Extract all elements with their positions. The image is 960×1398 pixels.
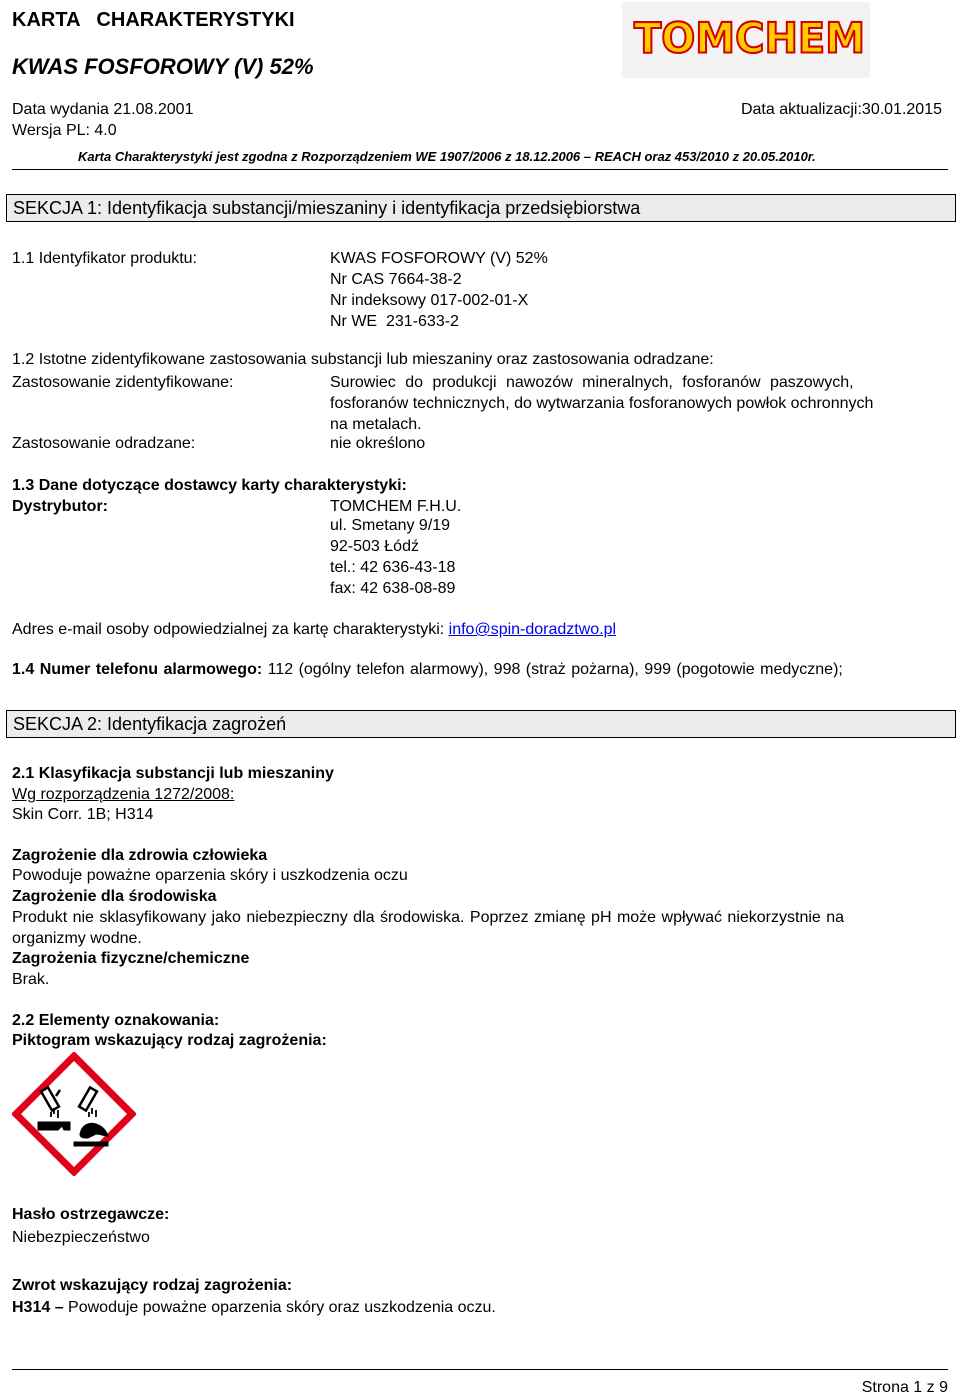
classification-value: Skin Corr. 1B; H314 [12,806,154,823]
regulation-label: Wg rozporządzenia 1272/2008: [12,786,235,803]
pictogram-heading: Piktogram wskazujący rodzaj zagrożenia: [12,1032,327,1049]
section-2-header [6,710,956,738]
health-hazard-heading: Zagrożenie dla zdrowia człowieka [12,847,268,864]
index-number: Nr indeksowy 017-002-01-X [330,292,529,309]
footer-divider [12,1369,948,1370]
advised-against-label: Zastosowanie odradzane: [12,435,196,452]
corrosion-pictogram-icon [12,1052,136,1176]
product-identifier-label: 1.1 Identyfikator produktu: [12,250,197,267]
distributor-fax: fax: 42 638-08-89 [330,580,456,597]
health-hazard-text: Powoduje poważne oparzenia skóry i uszkodzenia oczu [12,867,408,884]
hazard-code: H314 [12,1299,51,1316]
identified-use-line: na metalach. [330,416,422,433]
distributor-street: ul. Smetany 9/19 [330,517,451,534]
hazard-text: Powoduje poważne oparzenia skóry oraz uszkodzenia oczu. [68,1299,496,1316]
section-2-title: SEKCJA 2: Identyfikacja zagrożeń [13,714,287,734]
phys-hazard-text: Brak. [12,971,50,988]
hazard-statement-heading: Zwrot wskazujący rodzaj zagrożenia: [12,1277,293,1294]
page-number: Strona 1 z 9 [861,1379,948,1396]
distributor-label: Dystrybutor: [12,498,109,515]
document-type: KARTA CHARAKTERYSTYKI [12,9,295,31]
emergency-row [12,660,843,680]
classification-heading: 2.1 Klasyfikacja substancji lub mieszaniny [12,765,334,782]
distributor-phone: tel.: 42 636-43-18 [330,559,456,576]
update-date: Data aktualizacji:30.01.2015 [740,101,942,118]
env-hazard-line: organizmy wodne. [12,930,142,947]
cas-number: Nr CAS 7664-38-2 [330,271,462,288]
label-elements-heading: 2.2 Elementy oznakowania: [12,1012,220,1029]
env-hazard-line: Produkt nie sklasyfikowany jako niebezpieczny dla środowiska. Poprzez zmianę pH może wpływać niekorzystnie na [12,909,845,926]
emergency-label: 1.4 Numer telefonu alarmowego: [12,661,263,678]
distributor-name: TOMCHEM F.H.U. [330,498,462,515]
signal-word-heading: Hasło ostrzegawcze: [12,1206,170,1223]
identified-use-label: Zastosowanie zidentyfikowane: [12,374,234,391]
section-1-header [6,194,956,222]
compliance-note: Karta Charakterystyki jest zgodna z Rozporządzeniem WE 1907/2006 z 18.12.2006 – REACH oraz 453/2010 z 20.05.2010r. [78,149,816,164]
advised-against-value: nie określono [330,435,426,452]
header-divider [12,169,948,170]
env-hazard-heading: Zagrożenie dla środowiska [12,888,217,905]
logo-text: TOMCHEM [634,14,866,64]
issue-date: Data wydania 21.08.2001 [12,101,194,118]
identified-use-line: Surowiec do produkcji nawozów mineralnych, fosforanów paszowych, [330,374,854,391]
version: Wersja PL: 4.0 [12,122,117,139]
email-link[interactable]: info@spin-doradztwo.pl [448,621,617,638]
hazard-dash: – [50,1299,69,1316]
phys-hazard-heading: Zagrożenia fizyczne/chemiczne [12,950,250,967]
emergency-value: 112 (ogólny telefon alarmowy), 998 (straż pożarna), 999 (pogotowie medyczne); [267,661,843,678]
uses-heading: 1.2 Istotne zidentyfikowane zastosowania substancji lub mieszaniny oraz zastosowania odradzane: [12,351,714,368]
hazard-statement-row [12,1298,496,1318]
company-logo [622,2,870,78]
supplier-heading: 1.3 Dane dotyczące dostawcy karty charakterystyki: [12,477,407,494]
signal-word: Niebezpieczeństwo [12,1229,150,1246]
distributor-city: 92-503 Łódź [330,538,419,555]
email-row [12,620,616,640]
ec-number: Nr WE 231-633-2 [330,313,459,330]
identified-use-line: fosforanów technicznych, do wytwarzania fosforanowych powłok ochronnych [330,395,874,412]
section-1-title: SEKCJA 1: Identyfikacja substancji/mieszaniny i identyfikacja przedsiębiorstwa [13,198,641,218]
product-title: KWAS FOSFOROWY (V) 52% [12,54,314,79]
email-label: Adres e-mail osoby odpowiedzialnej za kartę charakterystyki: [12,621,445,638]
product-identifier-name: KWAS FOSFOROWY (V) 52% [330,250,548,267]
